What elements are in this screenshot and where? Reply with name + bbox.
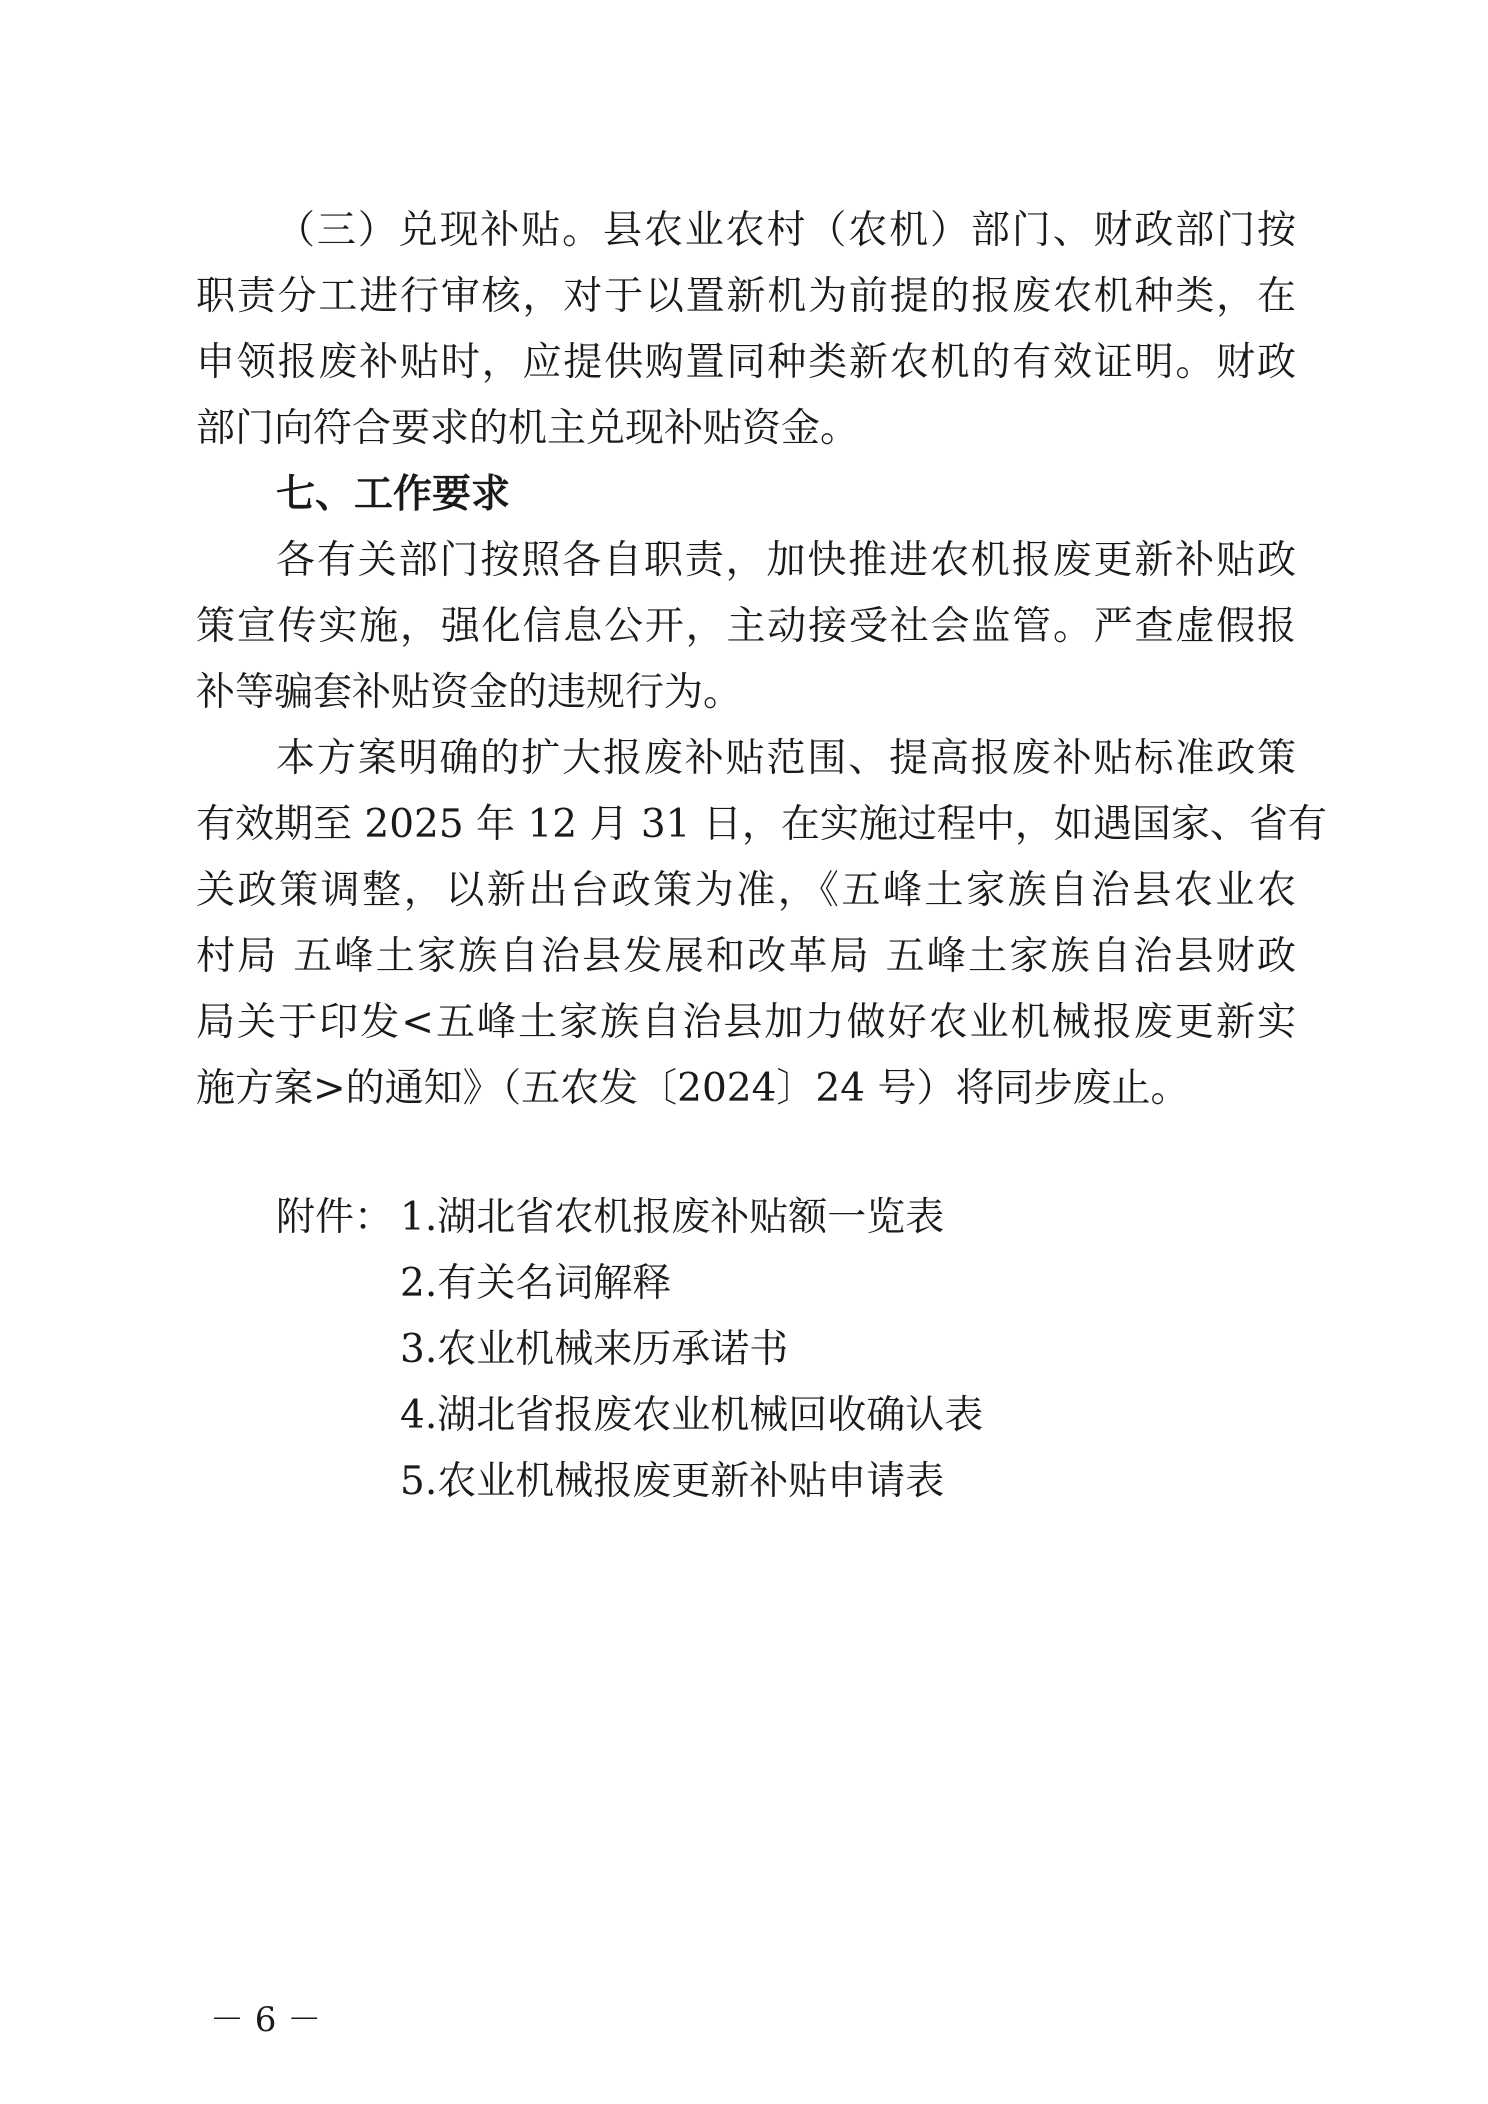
attachment-item-5: 5.农业机械报废更新补贴申请表 xyxy=(400,1459,945,1504)
section-three-line-4: 部门向符合要求的机主兑现补贴资金。 xyxy=(196,406,860,451)
section-seven-paragraph-2-line-4: 村局 五峰土家族自治县发展和改革局 五峰土家族自治县财政 xyxy=(196,934,1296,979)
attachment-item-4: 4.湖北省报废农业机械回收确认表 xyxy=(400,1393,984,1438)
section-three-line-2: 职责分工进行审核，对于以置新机为前提的报废农机种类，在 xyxy=(196,274,1296,319)
attachments-label: 附件： xyxy=(276,1195,394,1240)
section-three-line-1: （三）兑现补贴。县农业农村（农机）部门、财政部门按 xyxy=(276,208,1296,253)
section-three-line-3: 申领报废补贴时，应提供购置同种类新农机的有效证明。财政 xyxy=(196,340,1296,385)
section-seven-paragraph-1-line-3: 补等骗套补贴资金的违规行为。 xyxy=(196,670,743,715)
section-seven-paragraph-2-line-2: 有效期至 2025 年 12 月 31 日，在实施过程中，如遇国家、省有 xyxy=(196,802,1327,847)
attachment-item-1: 1.湖北省农机报废补贴额一览表 xyxy=(400,1195,945,1240)
section-seven-paragraph-2-line-5: 局关于印发<五峰土家族自治县加力做好农业机械报废更新实 xyxy=(196,1000,1296,1045)
section-seven-paragraph-2-line-3: 关政策调整，以新出台政策为准，《五峰土家族自治县农业农 xyxy=(196,868,1296,913)
attachment-item-2: 2.有关名词解释 xyxy=(400,1261,672,1306)
section-seven-paragraph-1-line-2: 策宣传实施，强化信息公开，主动接受社会监管。严查虚假报 xyxy=(196,604,1296,649)
section-seven-paragraph-1-line-1: 各有关部门按照各自职责，加快推进农机报废更新补贴政 xyxy=(276,538,1296,583)
page-number: － 6 － xyxy=(210,2000,322,2040)
section-seven-paragraph-2-line-6: 施方案>的通知》（五农发〔2024〕24 号）将同步废止。 xyxy=(196,1066,1190,1111)
section-seven-heading: 七、工作要求 xyxy=(276,472,511,517)
section-seven-paragraph-2-line-1: 本方案明确的扩大报废补贴范围、提高报废补贴标准政策 xyxy=(276,736,1296,781)
attachment-item-3: 3.农业机械来历承诺书 xyxy=(400,1327,789,1372)
